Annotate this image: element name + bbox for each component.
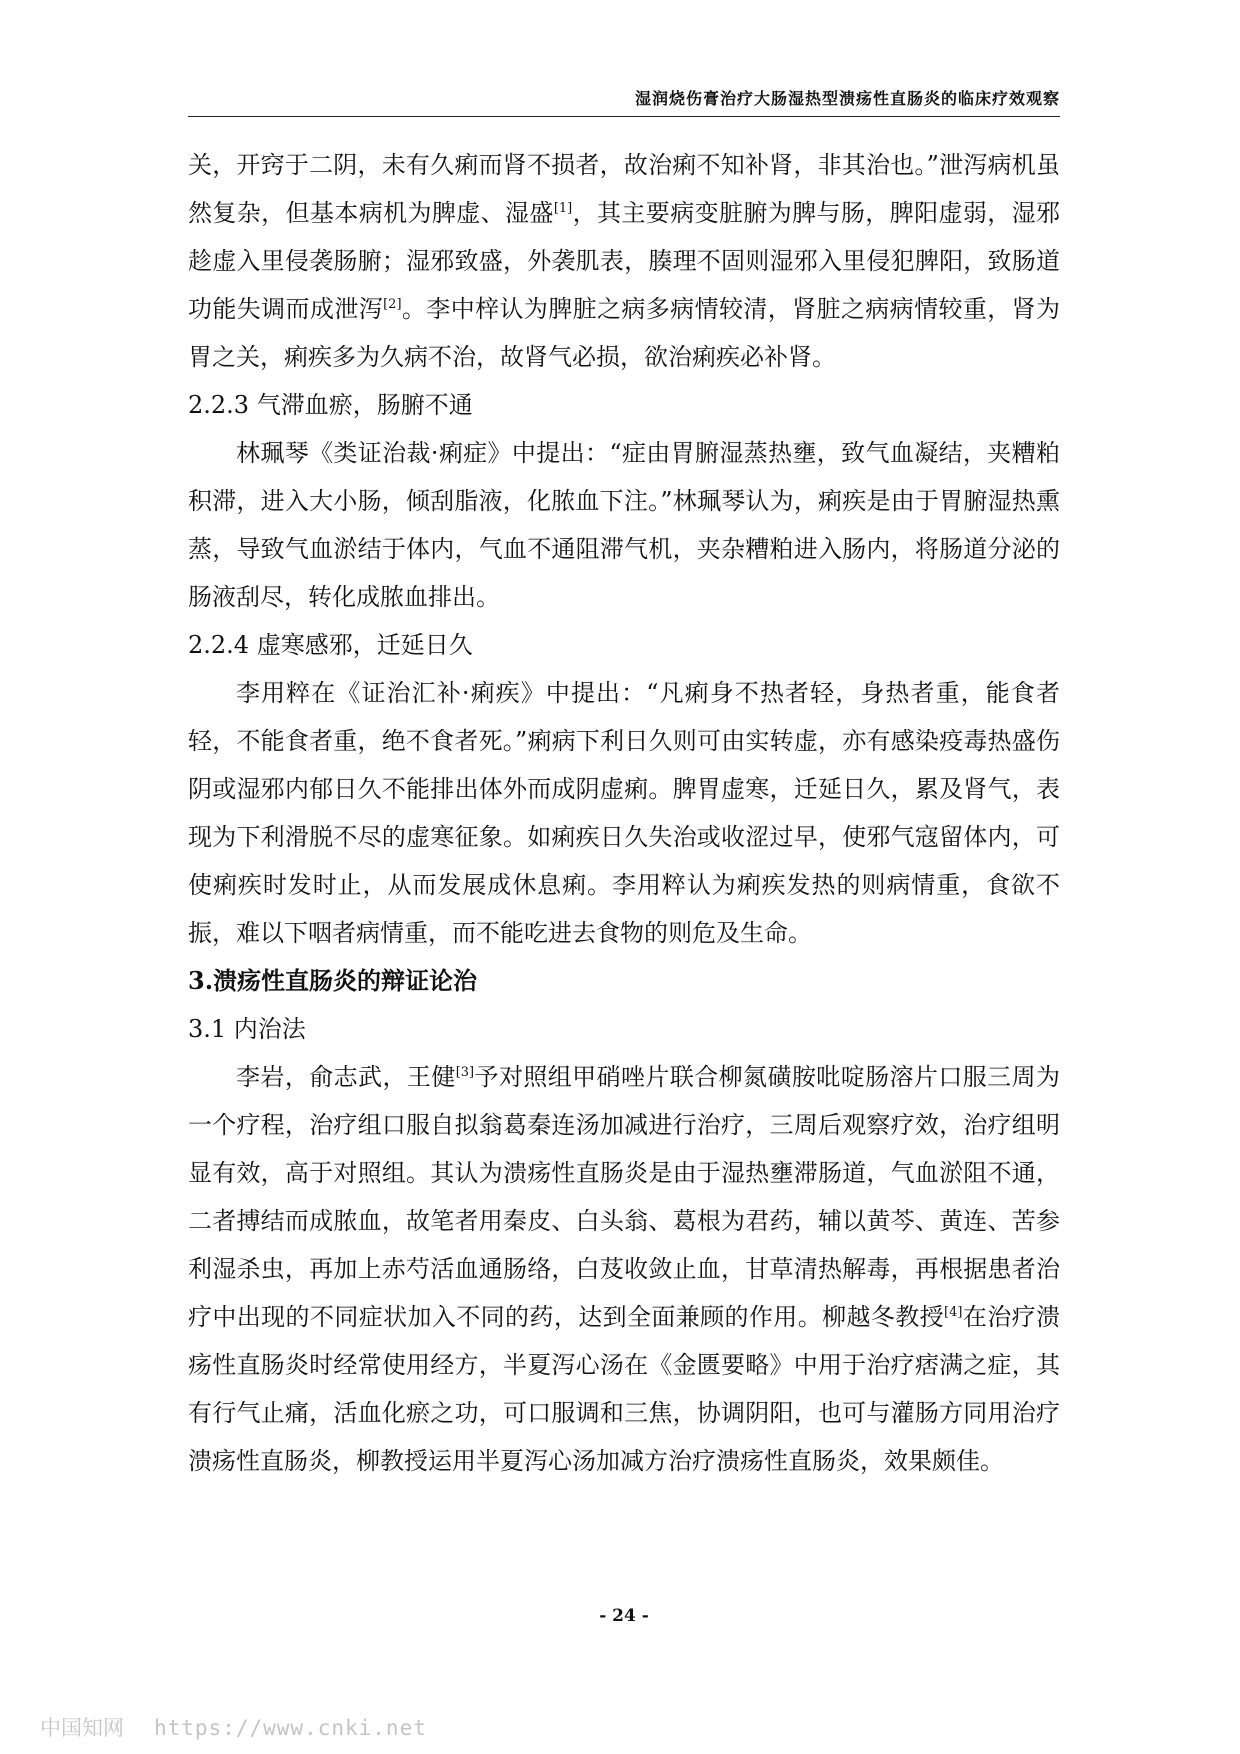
paragraph: 关，开窍于二阴，未有久痢而肾不损者，故治痢不知补肾，非其治也。”泄泻病机虽然复杂，但基本病机为脾虚、湿盛[1]，其主要病变脏腑为脾与肠，脾阳虚弱，湿邪趁虚入里侵袭肠腑；湿邪致盛，外袭肌表，腠理不固则湿邪入里侵犯脾阳，致肠道功能失调而成泄泻[2]。李中梓认为脾脏之病多病情较清，肾脏之病病情较重，肾为胃之关，痢疾多为久病不治，故肾气必损，欲治痢疾必补肾。 xyxy=(188,151,1061,371)
section-heading-3: 3.溃疡性直肠炎的辩证论治 xyxy=(188,966,478,995)
section-heading-2-2-3: 2.2.3 气滞血瘀，肠腑不通 xyxy=(188,391,473,419)
citation-ref: [1] xyxy=(553,201,573,216)
paragraph: 林珮琴《类证治裁·痢症》中提出：“症由胃腑湿蒸热壅，致气血凝结，夹糟粕积滞，进入大小肠，倾刮脂液，化脓血下注。”林珮琴认为，痢疾是由于胃腑湿热熏蒸，导致气血淤结于体内，气血不通阻滞气机，夹杂糟粕进入肠内，将肠道分泌的肠液刮尽，转化成脓血排出。 xyxy=(188,439,1060,611)
body-text xyxy=(188,141,1060,1485)
section-heading-3-1: 3.1 内治法 xyxy=(188,1015,306,1043)
citation-ref: [4] xyxy=(944,1305,963,1320)
page-number: - 24 - xyxy=(599,1606,649,1626)
citation-ref: [2] xyxy=(383,297,402,312)
section-heading-2-2-4: 2.2.4 虚寒感邪，迁延日久 xyxy=(188,631,473,659)
running-header: 湿润烧伤膏治疗大肠湿热型溃疡性直肠炎的临床疗效观察 xyxy=(634,89,1060,108)
watermark-brand: 中国知网 xyxy=(40,1716,124,1740)
watermark xyxy=(40,1712,427,1738)
watermark-url: https://www.cnki.net xyxy=(154,1716,427,1740)
citation-ref: [3] xyxy=(455,1065,475,1080)
paragraph: 李岩，俞志武，王健[3]予对照组甲硝唑片联合柳氮磺胺吡啶肠溶片口服三周为一个疗程，治疗组口服自拟翁葛秦连汤加减进行治疗，三周后观察疗效，治疗组明显有效，高于对照组。其认为溃疡性直肠炎是由于湿热壅滞肠道，气血淤阻不通，二者搏结而成脓血，故笔者用秦皮、白头翁、葛根为君药，辅以黄芩、黄连、苦参利湿杀虫，再加上赤芍活血通肠络，白芨收敛止血，甘草清热解毒，再根据患者治疗中出现的不同症状加入不同的药，达到全面兼顾的作用。柳越冬教授[4]在治疗溃疡性直肠炎时经常使用经方，半夏泻心汤在《金匮要略》中用于治疗痞满之症，其有行气止痛，活血化瘀之功，可口服调和三焦，协调阴阳，也可与灌肠方同用治疗溃疡性直肠炎，柳教授运用半夏泻心汤加减方治疗溃疡性直肠炎，效果颇佳。 xyxy=(188,1063,1061,1475)
paragraph: 李用粹在《证治汇补·痢疾》中提出：“凡痢身不热者轻，身热者重，能食者轻，不能食者重，绝不食者死。”痢病下利日久则可由实转虚，亦有感染疫毒热盛伤阴或湿邪内郁日久不能排出体外而成阴虚痢。脾胃虚寒，迁延日久，累及肾气，表现为下利滑脱不尽的虚寒征象。如痢疾日久失治或收涩过早，使邪气寇留体内，可使痢疾时发时止，从而发展成休息痢。李用粹认为痢疾发热的则病情重，食欲不振，难以下咽者病情重，而不能吃进去食物的则危及生命。 xyxy=(188,679,1060,947)
header-rule xyxy=(188,116,1060,117)
